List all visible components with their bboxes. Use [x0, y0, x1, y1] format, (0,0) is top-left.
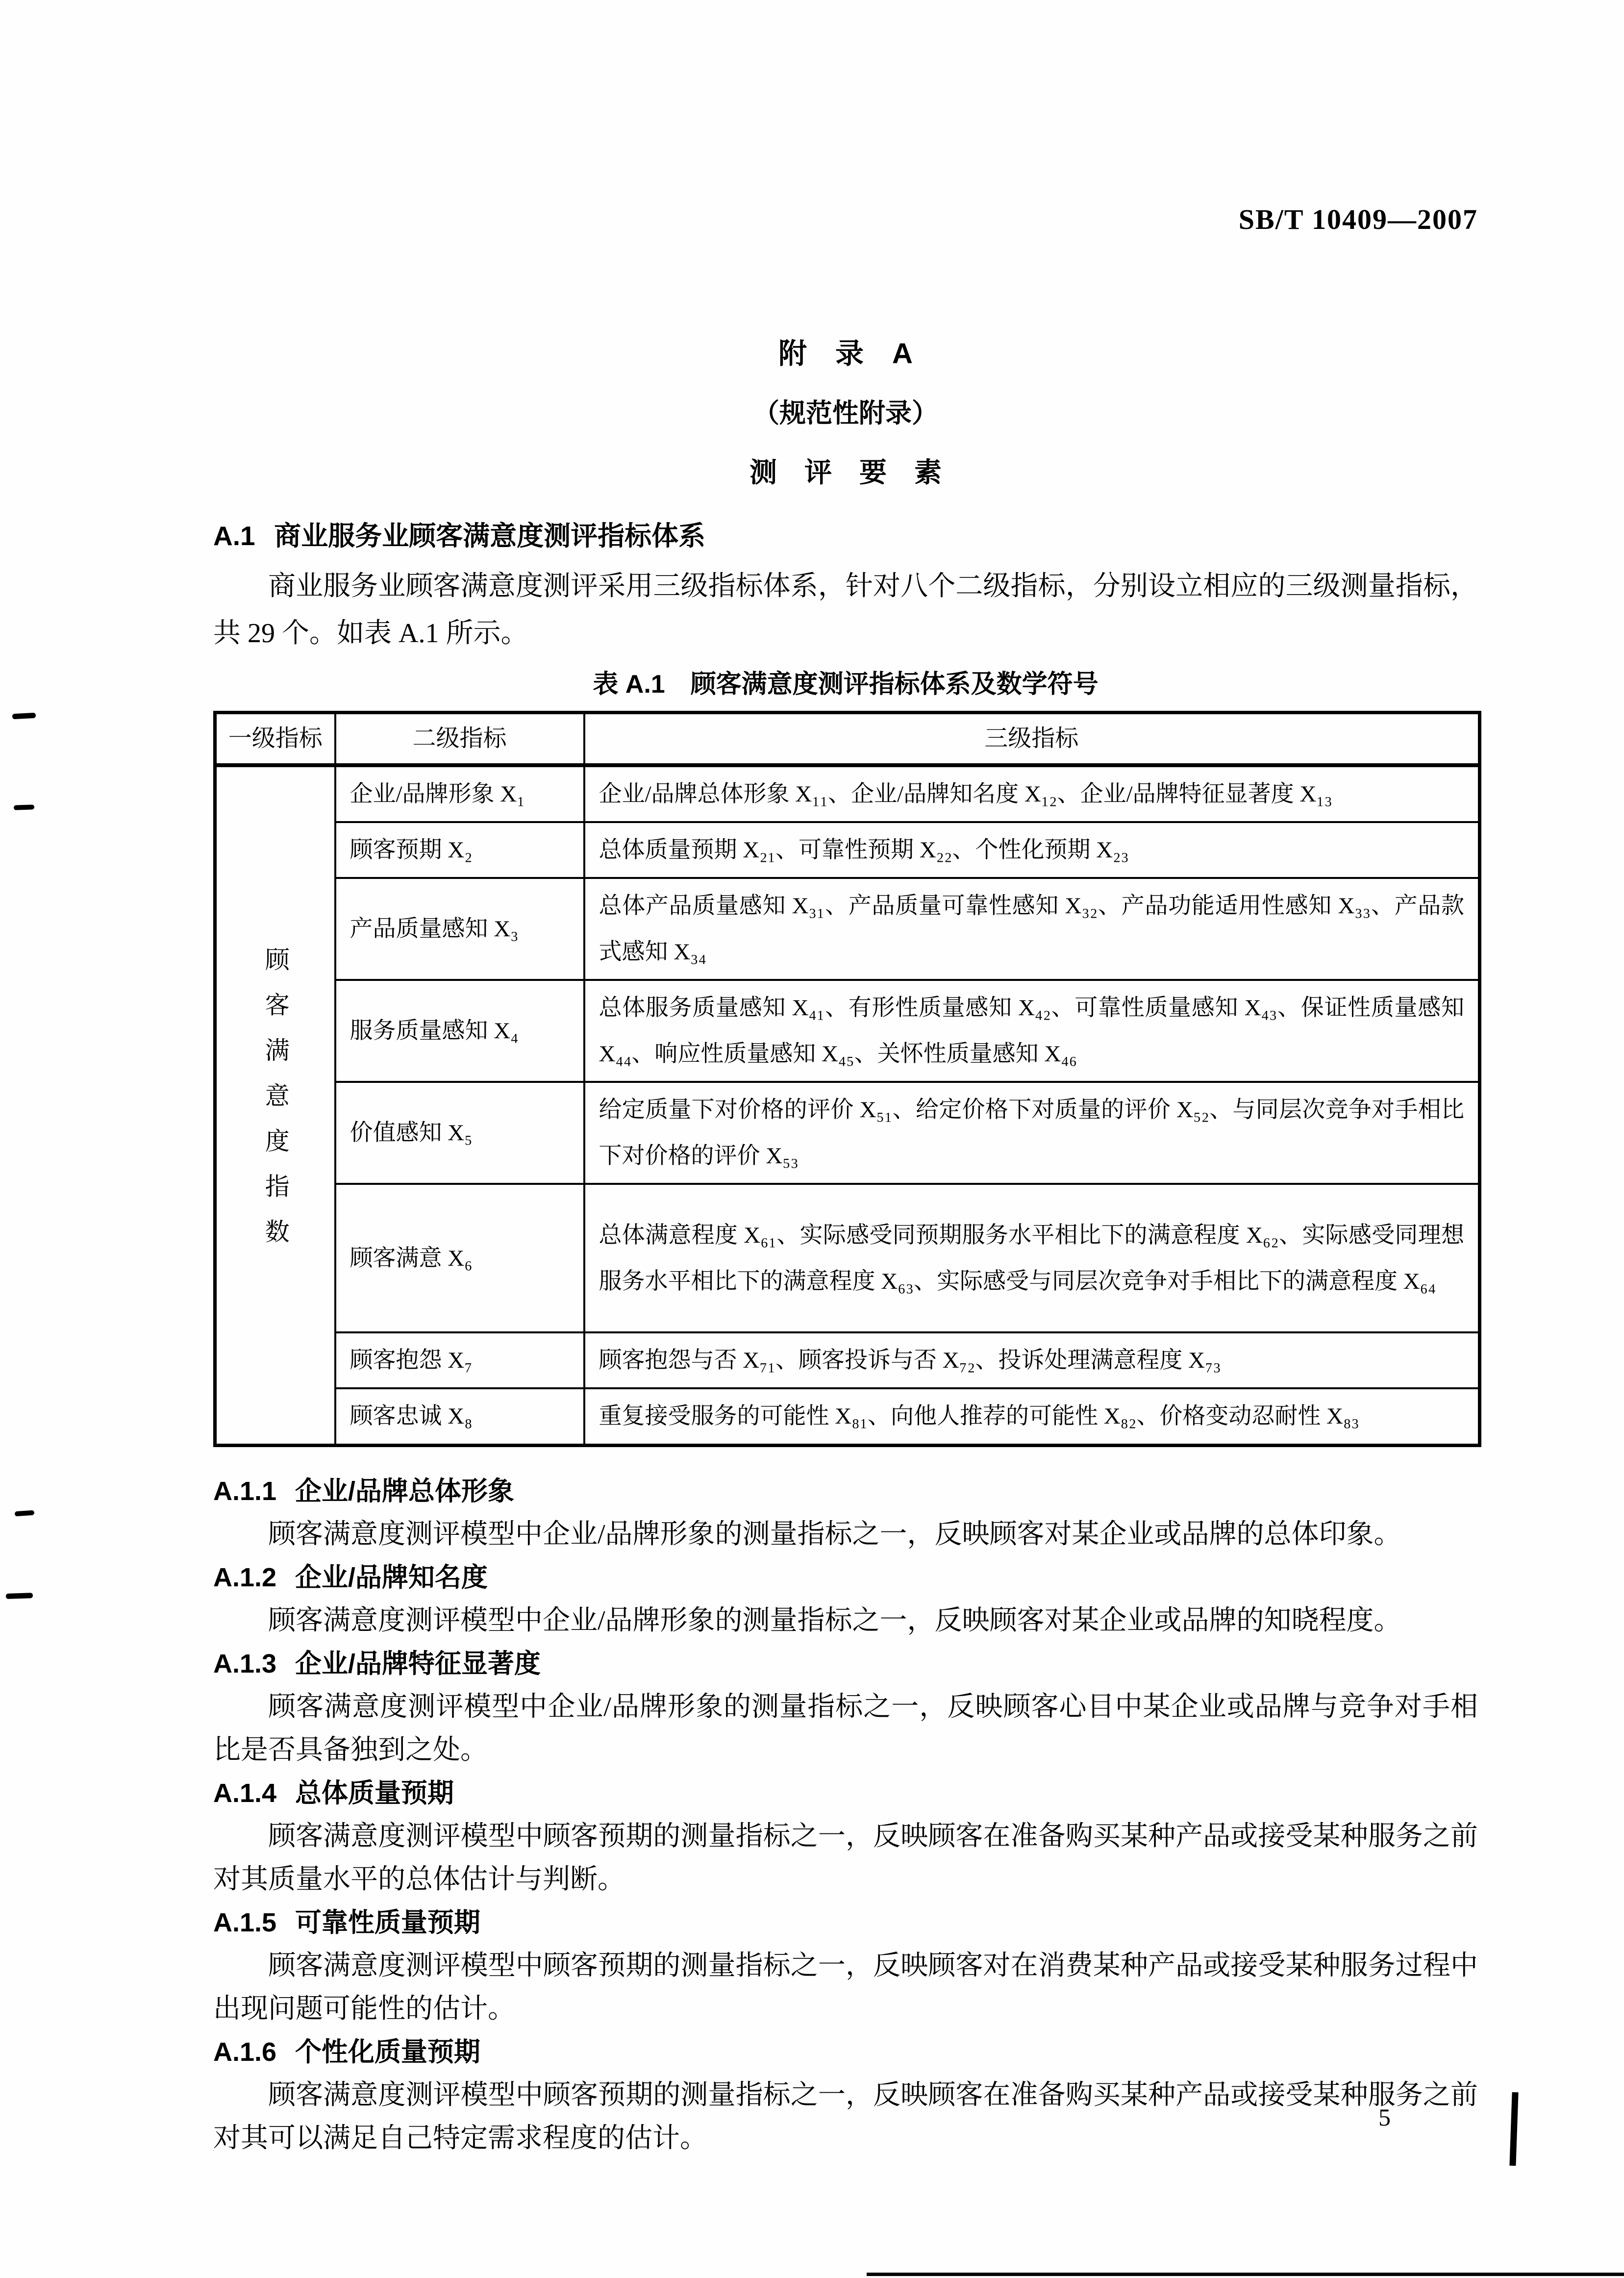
- level3-cell: 总体质量预期 X₂₁、可靠性预期 X₂₂、个性化预期 X₂₃: [584, 822, 1480, 878]
- definition-title: 企业/品牌总体形象: [295, 1476, 514, 1506]
- scan-speck: [6, 1593, 33, 1599]
- doc-number: SB/T 10409—2007: [1238, 203, 1478, 235]
- definition-heading: [213, 2030, 1478, 2074]
- definition-number: A.1.2: [213, 1562, 277, 1592]
- col-header-level2: 二级指标: [335, 713, 584, 766]
- table-row: [215, 765, 1480, 822]
- table-row: [215, 878, 1480, 980]
- appendix-subtitle: （规范性附录）: [753, 399, 938, 428]
- definition-heading: [213, 1470, 1478, 1513]
- page-number: 5: [1378, 2103, 1391, 2131]
- definition-title: 总体质量预期: [295, 1778, 454, 1808]
- level2-cell: 服务质量感知 X₄: [335, 980, 584, 1082]
- level2-cell: 企业/品牌形象 X₁: [335, 765, 584, 822]
- definition-paragraph: 顾客满意度测评模型中顾客预期的测量指标之一，反映顾客在准备购买某种产品或接受某种服务之前对其可以满足自己特定需求程度的估计。: [213, 2079, 1478, 2153]
- table-header-row: [215, 713, 1480, 766]
- table-row: [215, 1332, 1480, 1388]
- col-header-level3: 三级指标: [584, 713, 1480, 766]
- scan-speck: [12, 713, 36, 719]
- level2-cell: 顾客满意 X₆: [335, 1184, 584, 1332]
- level3-cell: 总体满意程度 X₆₁、实际感受同预期服务水平相比下的满意程度 X₆₂、实际感受同理想服务水平相比下的满意程度 X₆₃、实际感受与同层次竞争对手相比下的满意程度 X₆₄: [584, 1184, 1480, 1332]
- table-caption: 表 A.1 顾客满意度测评指标体系及数学符号: [593, 670, 1099, 699]
- level3-cell: 顾客抱怨与否 X₇₁、顾客投诉与否 X₇₂、投诉处理满意程度 X₇₃: [584, 1332, 1480, 1388]
- definition-paragraph: 顾客满意度测评模型中企业/品牌形象的测量指标之一，反映顾客对某企业或品牌的知晓程度。: [268, 1605, 1401, 1636]
- definition-number: A.1.6: [213, 2037, 277, 2067]
- level2-cell: 产品质量感知 X₃: [335, 878, 584, 980]
- level2-cell: 价值感知 X₅: [335, 1082, 584, 1184]
- level3-cell: 给定质量下对价格的评价 X₅₁、给定价格下对质量的评价 X₅₂、与同层次竞争对手相比下对价格的评价 X₅₃: [584, 1082, 1480, 1184]
- col-header-level1: 一级指标: [215, 713, 335, 766]
- definition-heading: [213, 1556, 1478, 1599]
- level3-cell: 总体服务质量感知 X₄₁、有形性质量感知 X₄₂、可靠性质量感知 X₄₃、保证性质量感知 X₄₄、响应性质量感知 X₄₅、关怀性质量感知 X₄₆: [584, 980, 1480, 1082]
- level3-cell: 重复接受服务的可能性 X₈₁、向他人推荐的可能性 X₈₂、价格变动忍耐性 X₈₃: [584, 1388, 1480, 1445]
- level3-cell: 总体产品质量感知 X₃₁、产品质量可靠性感知 X₃₂、产品功能适用性感知 X₃₃、产品款式感知 X₃₄: [584, 878, 1480, 980]
- table-row: [215, 822, 1480, 878]
- definition-paragraph: 顾客满意度测评模型中企业/品牌形象的测量指标之一，反映顾客对某企业或品牌的总体印象。: [268, 1519, 1401, 1550]
- definition-number: A.1.3: [213, 1649, 277, 1678]
- definition-paragraph: 顾客满意度测评模型中企业/品牌形象的测量指标之一，反映顾客心目中某企业或品牌与竞争对手相比是否具备独到之处。: [213, 1691, 1478, 1765]
- definition-title: 企业/品牌特征显著度: [295, 1649, 541, 1678]
- section-a1-title: 商业服务业顾客满意度测评指标体系: [274, 521, 706, 551]
- appendix-subject: 测 评 要 素: [750, 457, 942, 488]
- level3-cell: 企业/品牌总体形象 X₁₁、企业/品牌知名度 X₁₂、企业/品牌特征显著度 X₁₃: [584, 765, 1480, 822]
- definition-heading: [213, 1642, 1478, 1685]
- table-row: [215, 1388, 1480, 1445]
- definition-paragraph: 顾客满意度测评模型中顾客预期的测量指标之一，反映顾客在准备购买某种产品或接受某种服务之前对其质量水平的总体估计与判断。: [213, 1821, 1478, 1895]
- table-row: [215, 980, 1480, 1082]
- level2-cell: 顾客忠诚 X₈: [335, 1388, 584, 1445]
- definition-title: 个性化质量预期: [295, 2037, 480, 2067]
- table-row: [215, 1082, 1480, 1184]
- table-row: [215, 1184, 1480, 1332]
- definition-number: A.1.4: [213, 1778, 277, 1808]
- appendix-title: 附 录 A: [778, 338, 913, 370]
- scan-edge-mark: [1509, 2092, 1518, 2166]
- footer-rule: [867, 2273, 1624, 2276]
- level2-cell: 顾客预期 X₂: [335, 822, 584, 878]
- level1-vertical-label: 顾客满意度指数: [261, 947, 289, 1264]
- scan-speck: [15, 1510, 35, 1517]
- definition-title: 企业/品牌知名度: [295, 1562, 488, 1592]
- definition-number: A.1.1: [213, 1476, 277, 1506]
- indicator-table: [213, 711, 1481, 1447]
- definition-heading: [213, 1901, 1478, 1944]
- section-a1-paragraph: 商业服务业顾客满意度测评采用三级指标体系，针对八个二级指标，分别设立相应的三级测量指标，共 29 个。如表 A.1 所示。: [213, 571, 1478, 649]
- page-content: [213, 0, 1478, 2160]
- definition-number: A.1.5: [213, 1907, 277, 1937]
- level1-cell: [215, 765, 335, 1445]
- level2-cell: 顾客抱怨 X₇: [335, 1332, 584, 1388]
- definition-paragraph: 顾客满意度测评模型中顾客预期的测量指标之一，反映顾客对在消费某种产品或接受某种服务过程中出现问题可能性的估计。: [213, 1950, 1478, 2024]
- definition-title: 可靠性质量预期: [295, 1907, 480, 1937]
- section-a1-number: A.1: [213, 521, 255, 551]
- definition-heading: [213, 1772, 1478, 1815]
- scan-speck: [14, 804, 34, 810]
- definitions-list: [213, 1470, 1478, 2160]
- section-a1-heading: [213, 520, 1478, 552]
